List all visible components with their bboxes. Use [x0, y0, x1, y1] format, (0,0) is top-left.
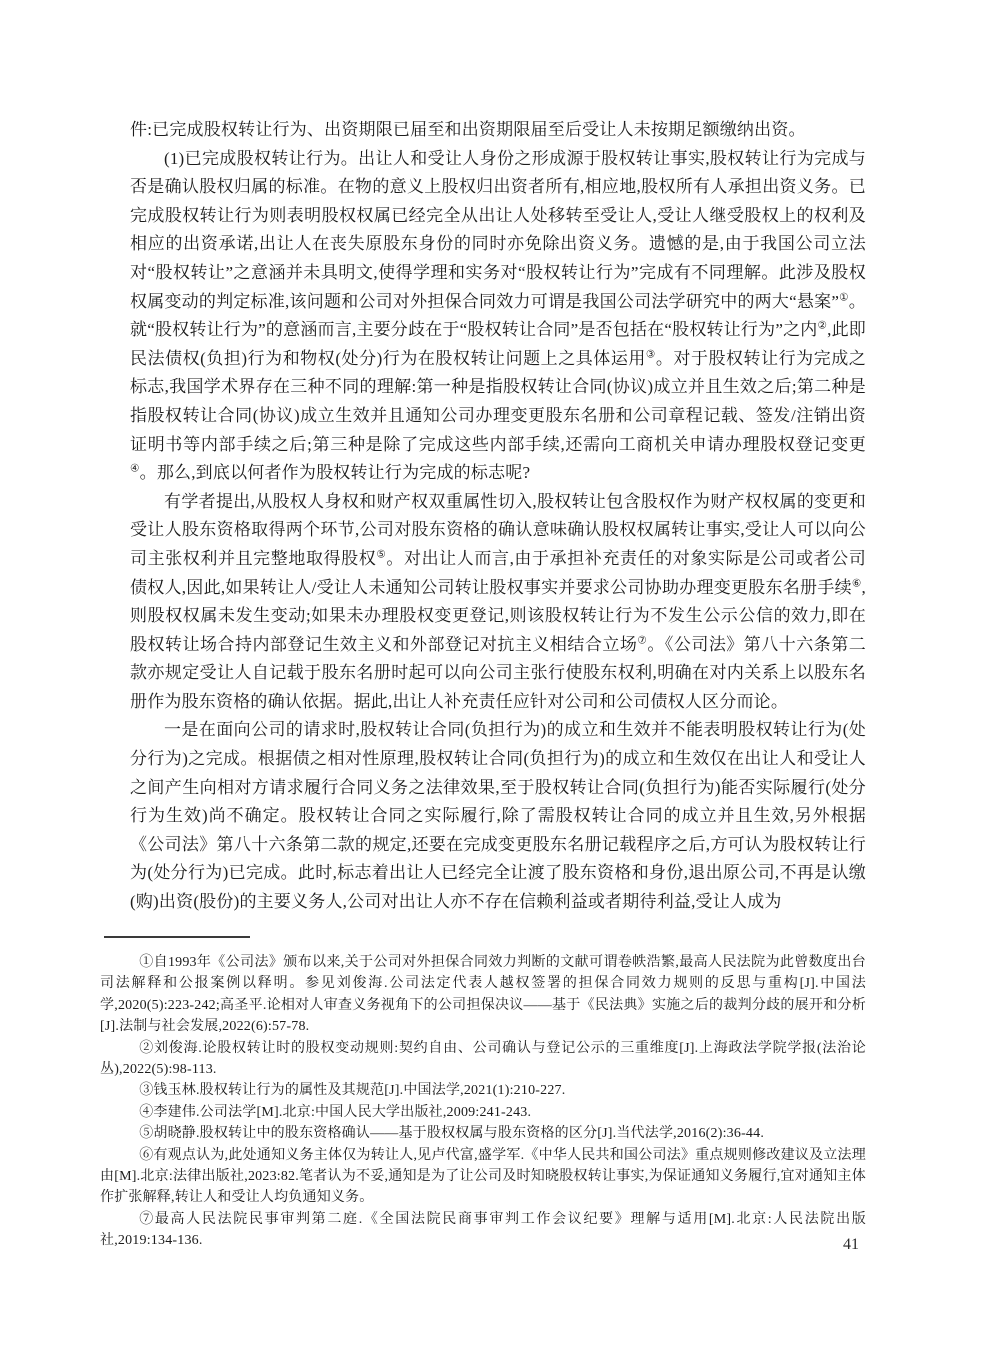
footnote-separator: [104, 936, 250, 938]
body-paragraph: (1)已完成股权转让行为。出让人和受让人身份之形成源于股权转让事实,股权转让行为完成与否是确认股权归属的标准。在物的意义上股权归出资者所有,相应地,股权所有人承担出资义务。已完成股权转让行为则表明股权权属已经完全从出让人处移转至受让人,受让人继受股权上的权利及相应的出资承诺,出让人在丧失原股东身份的同时亦免除出资义务。遗憾的是,由于我国公司立法对“股权转让”之意涵并未具明文,使得学理和实务对“股权转让行为”完成有不同理解。此涉及股权权属变动的判定标准,该问题和公司对外担保合同效力可谓是我国公司法学研究中的两大“悬案”①。就“股权转让行为”的意涵而言,主要分歧在于“股权转让合同”是否包括在“股权转让行为”之内②,此即民法债权(负担)行为和物权(处分)行为在股权转让问题上之具体运用③。对于股权转让行为完成之标志,我国学术界存在三种不同的理解:第一种是指股权转让合同(协议)成立并且生效之后;第二种是指股权转让合同(协议)成立生效并且通知公司办理变更股东名册和公司章程记载、签发/注销出资证明书等内部手续之后;第三种是除了完成这些内部手续,还需向工商机关申请办理股权登记变更④。那么,到底以何者作为股权转让行为完成的标志呢?: [130, 148, 866, 483]
footnote: ④李建伟.公司法学[M].北京:中国人民大学出版社,2009:241-243.: [139, 1104, 532, 1120]
body-paragraph: 一是在面向公司的请求时,股权转让合同(负担行为)的成立和生效并不能表明股权转让行为(处分行为)之完成。根据债之相对性原理,股权转让合同(负担行为)的成立和生效仅在出让人和受让人之间产生向相对方请求履行合同义务之法律效果,至于股权转让合同(负担行为)能否实际履行(处分行为生效)尚不确定。股权转让合同之实际履行,除了需股权转让合同的成立并且生效,另外根据《公司法》第八十六条第二款的规定,还要在完成变更股东名册记载程序之后,方可认为股权转让行为(处分行为)已完成。此时,标志着出让人已经完全让渡了股东资格和身份,退出原公司,不再是认缴(购)出资(股份)的主要义务人,公司对出让人亦不存在信赖利益或者期待利益,受让人成为: [130, 720, 866, 912]
footnote: ③钱玉林.股权转让行为的属性及其规范[J].中国法学,2021(1):210-227.: [139, 1083, 566, 1099]
footnote: ⑤胡晓静.股权转让中的股东资格确认——基于股权权属与股东资格的区分[J].当代法学,2016(2):36-44.: [139, 1126, 765, 1142]
body-paragraph: 件:已完成股权转让行为、出资期限已届至和出资期限届至后受让人未按期足额缴纳出资。: [130, 120, 806, 139]
body-paragraph: 有学者提出,从股权人身权和财产权双重属性切入,股权转让包含股权作为财产权权属的变更和受让人股东资格取得两个环节,公司对股东资格的确认意味确认股权权属转让事实,受让人可以向公司主张权利并且完整地取得股权⑤。对出让人而言,由于承担补充责任的对象实际是公司或者公司债权人,因此,如果转让人/受让人未通知公司转让股权事实并要求公司协助办理变更股东名册手续⑥,则股权权属未发生变动;如果未办理股权变更登记,则该股权转让行为不发生公示公信的效力,即在股权转让场合持内部登记生效主义和外部登记对抗主义相结合立场⑦。《公司法》第八十六条第二款亦规定受让人自记载于股东名册时起可以向公司主张行使股东权利,明确在对内关系上以股东名册作为股东资格的确认依据。据此,出让人补充责任应针对公司和公司债权人区分而论。: [130, 491, 866, 711]
article-body: [130, 116, 866, 917]
footnote: ②刘俊海.论股权转让时的股权变动规则:契约自由、公司确认与登记公示的三重维度[J].上海政法学院学报(法治论丛),2022(5):98-113.: [100, 1040, 866, 1078]
footnote: ⑦最高人民法院民事审判第二庭.《全国法院民商事审判工作会议纪要》理解与适用[M].北京:人民法院出版社,2019:134-136.: [100, 1211, 866, 1249]
footnote: ⑥有观点认为,此处通知义务主体仅为转让人,见卢代富,盛学军.《中华人民共和国公司法》重点规则修改建议及立法理由[M].北京:法律出版社,2023:82.笔者认为不妥,通知是为了让公司及时知晓股权转让事实,为保证通知义务履行,宜对通知主体作扩张解释,转让人和受让人均负通知义务。: [100, 1147, 866, 1206]
page-number: 41: [843, 1236, 859, 1253]
footnotes-block: [100, 952, 866, 1252]
footnote: ①自1993年《公司法》颁布以来,关于公司对外担保合同效力判断的文献可谓卷帙浩繁,最高人民法院为此曾数度出台司法解释和公报案例以释明。参见刘俊海.公司法定代表人越权签署的担保合同效力规则的反思与重构[J].中国法学,2020(5):223-242;高圣平.论相对人审查义务视角下的公司担保决议——基于《民法典》实施之后的裁判分歧的展开和分析[J].法制与社会发展,2022(6):57-78.: [100, 955, 866, 1035]
